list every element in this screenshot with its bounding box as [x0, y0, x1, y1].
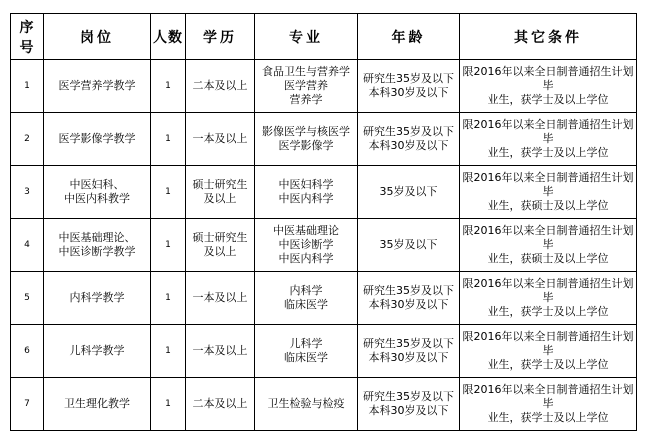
cell-other-conditions-line: 业生，获学士及以上学位 [487, 146, 609, 159]
cell-post-line: 医学营养学教学 [58, 79, 136, 92]
cell-post [44, 325, 151, 378]
cell-age-line: 35岁及以下 [379, 185, 438, 198]
cell-education-line: 一本及以上 [192, 291, 248, 304]
cell-post [44, 113, 151, 166]
cell-no: 7 [11, 378, 44, 431]
header-major: 专业 [255, 14, 358, 60]
recruitment-table [10, 13, 637, 431]
cell-age-line: 研究生35岁及以下 [363, 125, 454, 138]
cell-post-line: 中医诊断学教学 [58, 245, 136, 258]
cell-post [44, 166, 151, 219]
cell-major-line: 中医内科学 [278, 252, 334, 265]
cell-post-line: 医学影像学教学 [58, 132, 136, 145]
cell-no: 1 [11, 60, 44, 113]
cell-other-conditions [460, 325, 637, 378]
cell-other-conditions [460, 113, 637, 166]
cell-no: 2 [11, 113, 44, 166]
cell-other-conditions [460, 378, 637, 431]
cell-education [186, 166, 255, 219]
cell-major [255, 272, 358, 325]
cell-age [358, 60, 460, 113]
cell-post-line: 儿科学教学 [69, 344, 125, 357]
cell-age [358, 166, 460, 219]
cell-other-conditions-line: 业生，获学士及以上学位 [487, 358, 609, 371]
header-count: 人数 [151, 14, 186, 60]
cell-other-conditions-line: 限2016年以来全日制普通招生计划毕 [462, 277, 634, 304]
cell-no: 5 [11, 272, 44, 325]
cell-age [358, 219, 460, 272]
cell-count: 1 [151, 113, 186, 166]
cell-major-line: 中医基础理论 [273, 224, 339, 237]
cell-other-conditions [460, 219, 637, 272]
cell-major-line: 食品卫生与营养学 [262, 65, 350, 78]
cell-other-conditions-line: 限2016年以来全日制普通招生计划毕 [462, 171, 634, 198]
table-row [11, 166, 637, 219]
header-education: 学历 [186, 14, 255, 60]
cell-age-line: 本科30岁及以下 [368, 351, 449, 364]
cell-other-conditions-line: 业生，获学士及以上学位 [487, 305, 609, 318]
cell-major-line: 中医诊断学 [278, 238, 334, 251]
cell-age [358, 272, 460, 325]
cell-major-line: 医学影像学 [278, 139, 334, 152]
cell-post [44, 378, 151, 431]
cell-count: 1 [151, 378, 186, 431]
cell-major-line: 卫生检验与检疫 [267, 397, 345, 410]
table-row [11, 272, 637, 325]
cell-post-line: 中医内科教学 [64, 192, 130, 205]
cell-age-line: 研究生35岁及以下 [363, 72, 454, 85]
cell-count: 1 [151, 166, 186, 219]
header-post: 岗位 [44, 14, 151, 60]
cell-other-conditions-line: 限2016年以来全日制普通招生计划毕 [462, 118, 634, 145]
cell-other-conditions-line: 业生，获硕士及以上学位 [487, 252, 609, 265]
cell-education [186, 378, 255, 431]
cell-education-line: 二本及以上 [192, 79, 248, 92]
cell-education-line: 一本及以上 [192, 132, 248, 145]
cell-post-line: 中医妇科、 [69, 178, 125, 191]
cell-age [358, 325, 460, 378]
cell-other-conditions-line: 业生，获学士及以上学位 [487, 411, 609, 424]
cell-count: 1 [151, 60, 186, 113]
cell-education-line: 及以上 [203, 192, 237, 205]
cell-major [255, 166, 358, 219]
cell-other-conditions [460, 166, 637, 219]
cell-major [255, 378, 358, 431]
cell-education-line: 及以上 [203, 245, 237, 258]
cell-major [255, 113, 358, 166]
table-row [11, 325, 637, 378]
table-row [11, 219, 637, 272]
cell-age-line: 本科30岁及以下 [368, 404, 449, 417]
cell-other-conditions [460, 272, 637, 325]
cell-age-line: 本科30岁及以下 [368, 86, 449, 99]
cell-education [186, 113, 255, 166]
table-row [11, 378, 637, 431]
cell-age-line: 本科30岁及以下 [368, 298, 449, 311]
header-age: 年龄 [358, 14, 460, 60]
cell-major-line: 儿科学 [289, 337, 323, 350]
header-other-conditions: 其它条件 [460, 14, 637, 60]
cell-major-line: 临床医学 [284, 298, 328, 311]
cell-major-line: 营养学 [289, 93, 323, 106]
cell-count: 1 [151, 325, 186, 378]
cell-other-conditions-line: 限2016年以来全日制普通招生计划毕 [462, 330, 634, 357]
cell-other-conditions-line: 限2016年以来全日制普通招生计划毕 [462, 383, 634, 410]
cell-other-conditions-line: 限2016年以来全日制普通招生计划毕 [462, 224, 634, 251]
cell-education-line: 二本及以上 [192, 397, 248, 410]
cell-major-line: 影像医学与核医学 [262, 125, 350, 138]
cell-major [255, 60, 358, 113]
cell-major-line: 内科学 [289, 284, 323, 297]
cell-count: 1 [151, 219, 186, 272]
cell-post-line: 内科学教学 [69, 291, 125, 304]
cell-post [44, 60, 151, 113]
cell-post [44, 272, 151, 325]
header-no: 序号 [11, 14, 44, 60]
cell-post [44, 219, 151, 272]
cell-no: 3 [11, 166, 44, 219]
cell-education-line: 硕士研究生 [192, 178, 248, 191]
cell-other-conditions-line: 业生，获学士及以上学位 [487, 93, 609, 106]
table-row [11, 60, 637, 113]
cell-education-line: 硕士研究生 [192, 231, 248, 244]
cell-education [186, 219, 255, 272]
cell-major [255, 219, 358, 272]
cell-major-line: 临床医学 [284, 351, 328, 364]
cell-age-line: 研究生35岁及以下 [363, 337, 454, 350]
cell-post-line: 卫生理化教学 [64, 397, 130, 410]
cell-post-line: 中医基础理论、 [58, 231, 136, 244]
cell-age-line: 本科30岁及以下 [368, 139, 449, 152]
cell-education [186, 272, 255, 325]
cell-age-line: 35岁及以下 [379, 238, 438, 251]
cell-other-conditions [460, 60, 637, 113]
cell-education [186, 60, 255, 113]
cell-age-line: 研究生35岁及以下 [363, 284, 454, 297]
table-row [11, 113, 637, 166]
cell-other-conditions-line: 业生，获硕士及以上学位 [487, 199, 609, 212]
header-row [11, 14, 637, 60]
cell-major-line: 医学营养 [284, 79, 328, 92]
cell-age [358, 113, 460, 166]
cell-major-line: 中医妇科学 [278, 178, 334, 191]
cell-education-line: 一本及以上 [192, 344, 248, 357]
cell-no: 4 [11, 219, 44, 272]
cell-education [186, 325, 255, 378]
cell-age [358, 378, 460, 431]
cell-no: 6 [11, 325, 44, 378]
table-body [11, 60, 637, 431]
cell-count: 1 [151, 272, 186, 325]
cell-other-conditions-line: 限2016年以来全日制普通招生计划毕 [462, 65, 634, 92]
cell-age-line: 研究生35岁及以下 [363, 390, 454, 403]
cell-major [255, 325, 358, 378]
cell-major-line: 中医内科学 [278, 192, 334, 205]
